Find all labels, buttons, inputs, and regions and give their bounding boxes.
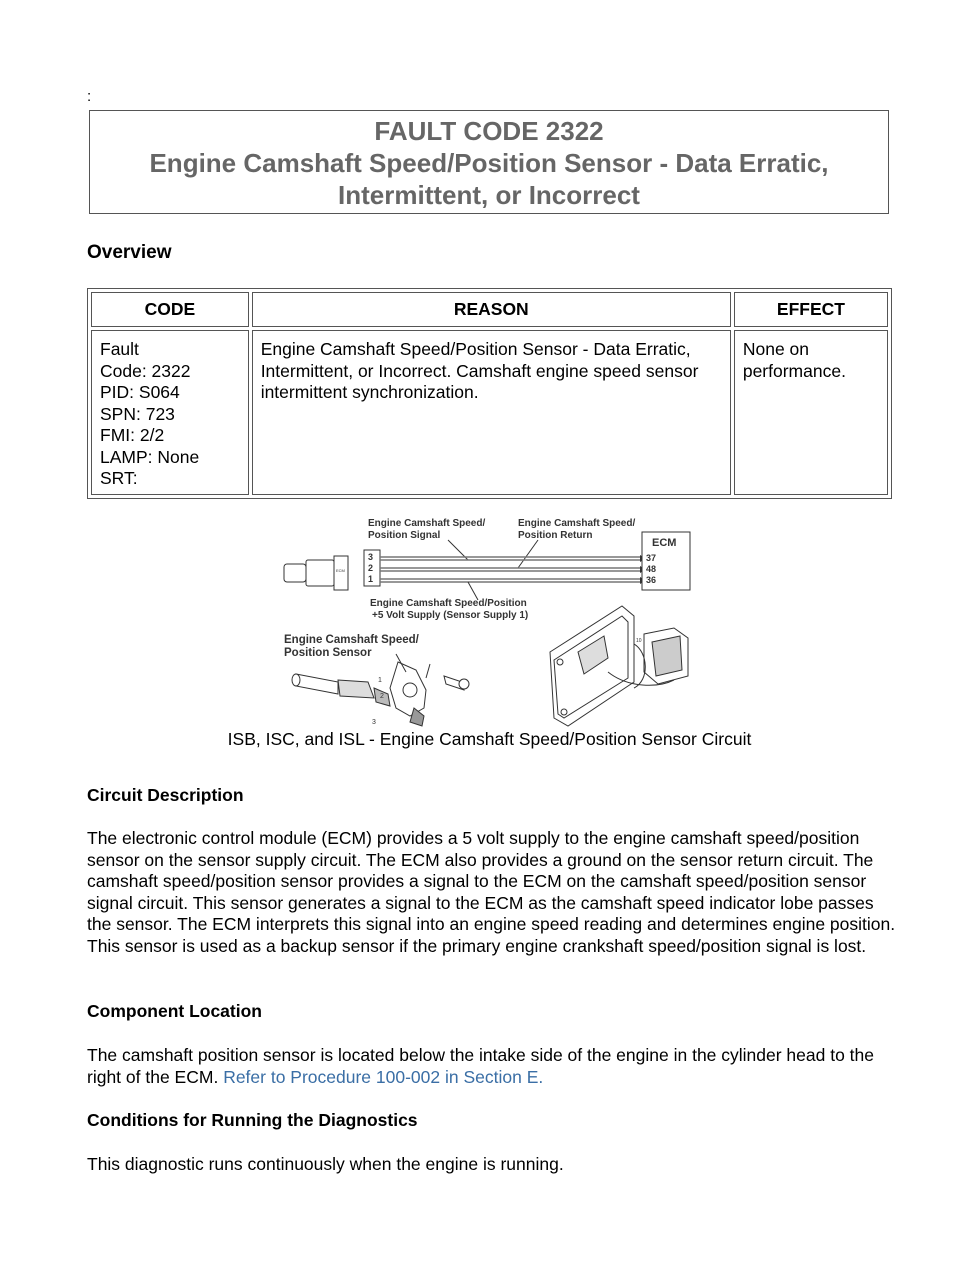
svg-text:10: 10	[636, 638, 642, 644]
circuit-description-text: The electronic control module (ECM) provides a 5 volt supply to the engine camshaft speed/position sensor on the sensor supply circuit. The ECM also provides a ground on the sensor return circuit. The camshaft speed/position sensor provides a signal to the ECM on the camshaft speed/position sensor signal circuit. This sensor generates a signal to the ECM as the camshaft speed indicator lobe passes the sensor. The ECM interprets this signal into an engine speed reading and determines engine position. This sensor is used as a backup sensor if the primary engine crankshaft speed/position signal is lost.	[87, 828, 896, 956]
column-header-code: CODE	[91, 292, 249, 327]
label-return-line2: Position Return	[518, 530, 593, 541]
code-line: LAMP: None	[100, 446, 200, 467]
return-pointer	[518, 540, 538, 568]
fault-code-title-box	[89, 110, 889, 214]
figure-caption: ISB, ISC, and ISL - Engine Camshaft Speed/Position Sensor Circuit	[227, 729, 752, 749]
table-row	[91, 330, 888, 495]
column-header-effect: EFFECT	[734, 292, 888, 327]
label-signal-line2: Position Signal	[368, 530, 441, 541]
effect-cell: None on performance.	[734, 330, 888, 495]
ecm-label: ECM	[652, 537, 677, 549]
label-supply-line1: Engine Camshaft Speed/Position	[370, 598, 527, 609]
procedure-link[interactable]: Refer to Procedure 100-002 in Section E.	[223, 1066, 544, 1087]
label-sensor-line1: Engine Camshaft Speed/	[284, 634, 419, 646]
component-location-paragraph	[87, 1045, 897, 1088]
wires	[380, 557, 640, 582]
code-line: SRT:	[100, 468, 138, 488]
sensor-illustration	[292, 654, 469, 726]
svg-text:3: 3	[372, 719, 376, 726]
connector-pin: 3	[368, 552, 374, 562]
table-header-row	[91, 292, 888, 327]
circuit-description-heading: Circuit Description	[87, 785, 244, 805]
component-location-heading: Component Location	[87, 1001, 262, 1021]
svg-text:1: 1	[378, 677, 382, 684]
label-supply-line2: +5 Volt Supply (Sensor Supply 1)	[372, 610, 529, 621]
reason-cell: Engine Camshaft Speed/Position Sensor - Data Erratic, Intermittent, or Incorrect. Camshaft engine speed sensor intermittent synchronization.	[252, 330, 731, 495]
ecm-pin: 48	[646, 564, 657, 574]
overview-table	[87, 288, 892, 499]
code-line: Fault	[100, 339, 139, 359]
overview-heading: Overview	[87, 242, 172, 263]
fault-code-subtitle-line2: Intermittent, or Incorrect	[338, 180, 640, 210]
component-location-text: The camshaft position sensor is located below the intake side of the engine in the cylinder head to the right of the ECM.	[87, 1045, 875, 1087]
sensor-plug-drawing	[284, 556, 348, 590]
fault-code-subtitle-line1: Engine Camshaft Speed/Position Sensor - Data Erratic,	[149, 148, 829, 178]
code-cell	[91, 330, 249, 495]
ecm-pin: 37	[646, 553, 657, 563]
conditions-heading: Conditions for Running the Diagnostics	[87, 1110, 418, 1130]
ecm-module-illustration	[550, 606, 688, 726]
code-line: FMI: 2/2	[100, 425, 165, 445]
code-line: SPN: 723	[100, 403, 175, 424]
label-return-line1: Engine Camshaft Speed/	[518, 518, 636, 529]
header-colon: :	[87, 88, 92, 105]
ecm-pin: 36	[646, 575, 657, 585]
connector-pin: 1	[368, 574, 374, 584]
fault-code-title: FAULT CODE 2322	[374, 116, 604, 146]
svg-text:2: 2	[380, 693, 384, 700]
connector-pin: 2	[368, 563, 374, 573]
circuit-diagram	[278, 512, 708, 728]
code-line: Code: 2322	[100, 360, 191, 381]
svg-text:ECM: ECM	[336, 568, 345, 573]
conditions-text: This diagnostic runs continuously when the engine is running.	[87, 1154, 564, 1174]
label-sensor-line2: Position Sensor	[284, 647, 372, 659]
label-signal-line1: Engine Camshaft Speed/	[368, 518, 486, 529]
code-line: PID: S064	[100, 382, 180, 402]
column-header-reason: REASON	[252, 292, 731, 327]
